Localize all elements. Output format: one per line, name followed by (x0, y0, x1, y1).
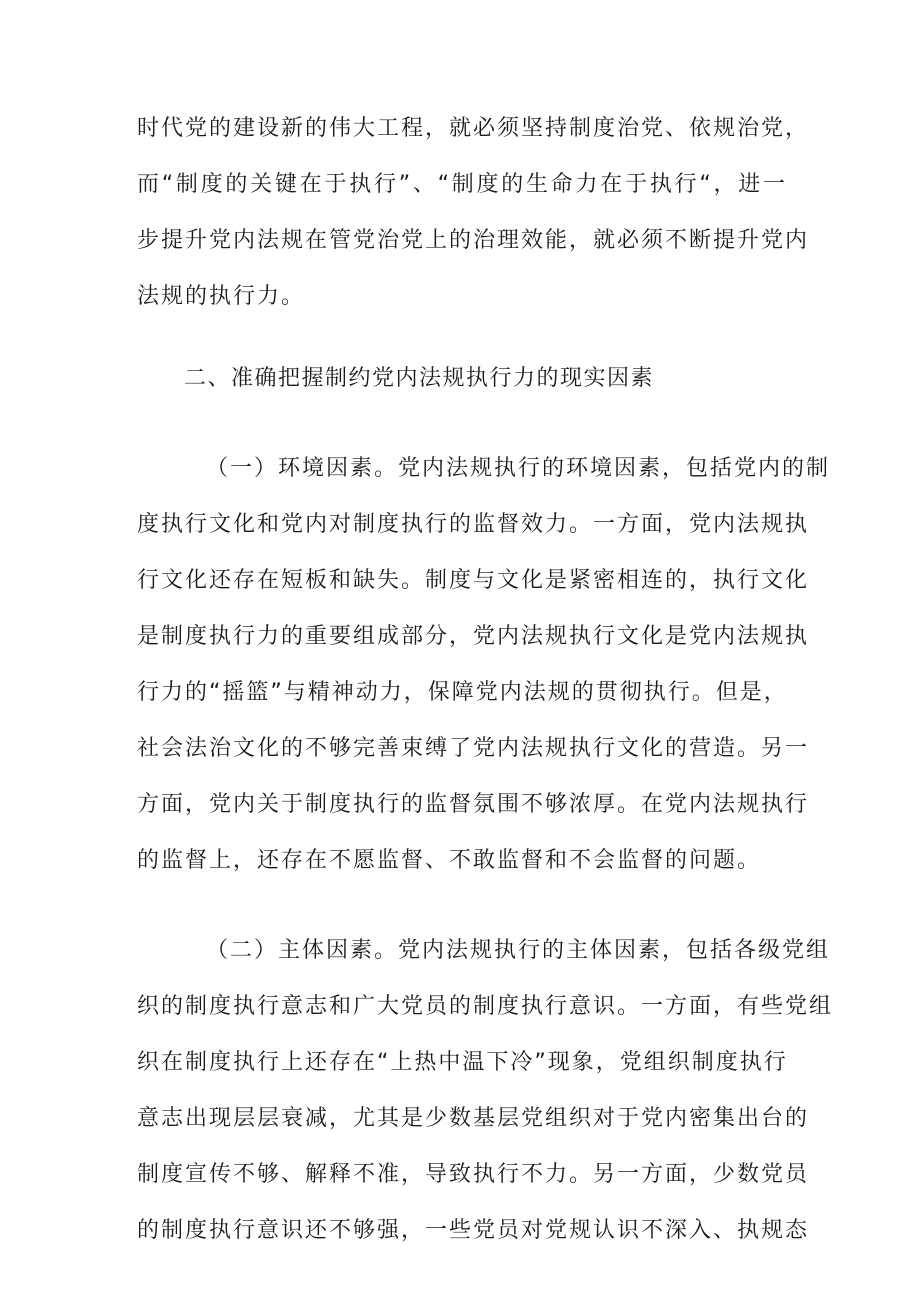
paragraph-line: 的制度执行意识还不够强，一些党员对党规认识不深入、执规态 (137, 1218, 810, 1243)
paragraph-line: 度执行文化和党内对制度执行的监督效力。一方面，党内法规执 (137, 512, 810, 537)
paragraph-line: 织的制度执行意志和广大党员的制度执行意识。一方面，有些党组 (137, 994, 834, 1019)
paragraph-line: （二）主体因素。党内法规执行的主体因素，包括各级党组 (206, 938, 831, 963)
paragraph-line: 而“制度的关键在于执行”、“制度的生命力在于执行“，进一 (137, 172, 787, 197)
paragraph-line: （一）环境因素。党内法规执行的环境因素，包括党内的制 (206, 456, 831, 481)
paragraph-line: 社会法治文化的不够完善束缚了党内法规执行文化的营造。另一 (137, 736, 810, 761)
paragraph-line: 的监督上，还存在不愿监督、不敢监督和不会监督的问题。 (137, 848, 762, 873)
paragraph-line: 制度宣传不够、解释不准，导致执行不力。另一方面，少数党员 (137, 1162, 810, 1187)
paragraph-line: 步提升党内法规在管党治党上的治理效能，就必须不断提升党内 (137, 228, 810, 253)
paragraph-line: 法规的执行力。 (137, 284, 306, 309)
paragraph-line: 意志出现层层衰减，尤其是少数基层党组织对于党内密集出台的 (137, 1106, 810, 1131)
paragraph-line: 方面，党内关于制度执行的监督氛围不够浓厚。在党内法规执行 (137, 792, 810, 817)
section-heading: 二、准确把握制约党内法规执行力的现实因素 (184, 366, 655, 391)
paragraph-line: 是制度执行力的重要组成部分，党内法规执行文化是党内法规执 (137, 624, 810, 649)
paragraph-line: 行力的“摇篮”与精神动力，保障党内法规的贯彻执行。但是， (137, 680, 788, 705)
paragraph-line: 织在制度执行上还存在“上热中温下冷”现象，党组织制度执行 (137, 1050, 788, 1075)
paragraph-line: 时代党的建设新的伟大工程，就必须坚持制度治党、依规治党， (137, 116, 810, 141)
paragraph-line: 行文化还存在短板和缺失。制度与文化是紧密相连的，执行文化 (137, 568, 810, 593)
